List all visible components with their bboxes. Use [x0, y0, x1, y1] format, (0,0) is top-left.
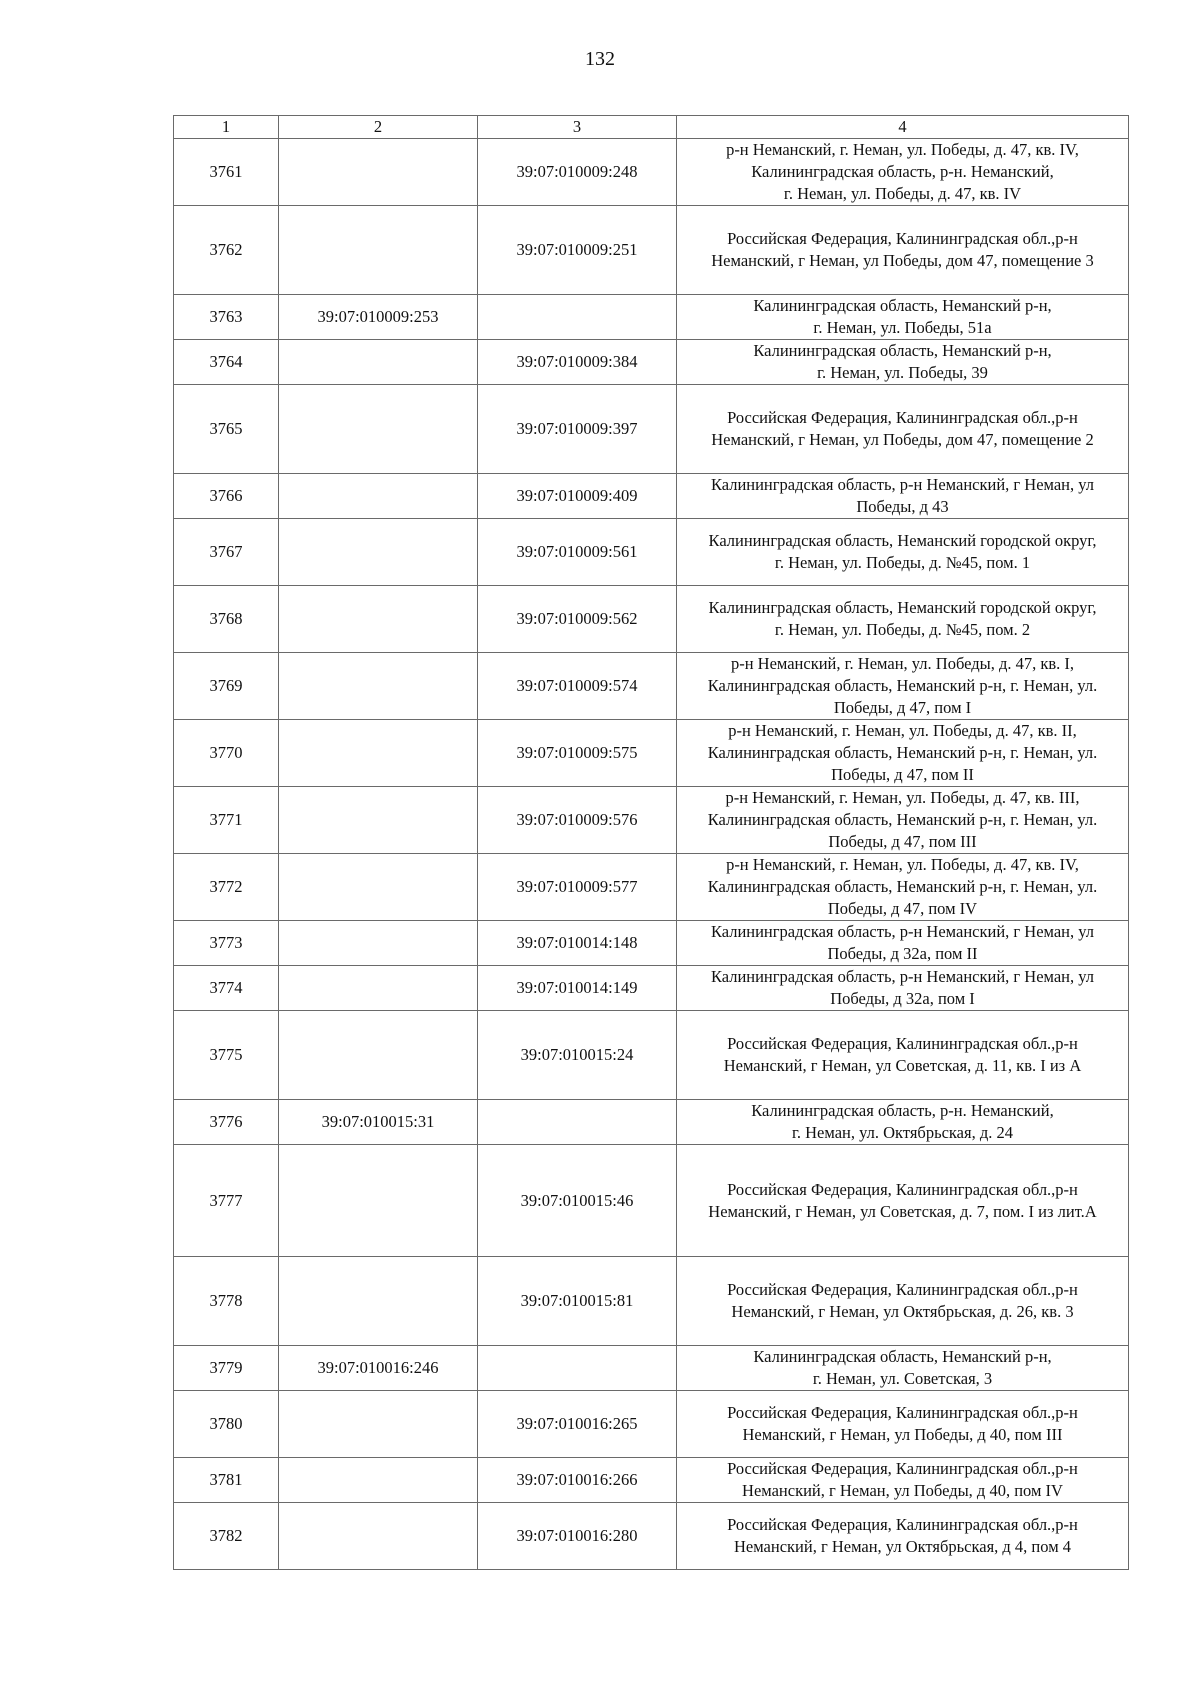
row-number-cell: 3782 [174, 1503, 279, 1570]
table-row [174, 1346, 1129, 1391]
table-row [174, 139, 1129, 206]
row-number-cell: 3771 [174, 787, 279, 854]
table-row [174, 1145, 1129, 1257]
cadastral-number-cell [279, 854, 478, 921]
address-cell: р-н Неманский, г. Неман, ул. Победы, д. 47, кв. IV, Калининградская область, Неманский р-н, г. Неман, ул. Победы, д 47, пом IV [677, 854, 1129, 921]
address-cell: Калининградская область, Неманский р-н, г. Неман, ул. Победы, 51а [677, 295, 1129, 340]
address-cell: Калининградская область, р-н Неманский, г Неман, ул Победы, д 32а, пом I [677, 966, 1129, 1011]
address-cell: Российская Федерация, Калининградская обл.,р-н Неманский, г Неман, ул Октябрьская, д. 26, кв. 3 [677, 1257, 1129, 1346]
cadastral-number-cell [478, 1346, 677, 1391]
table-row [174, 921, 1129, 966]
table-row [174, 1391, 1129, 1458]
row-number-cell: 3772 [174, 854, 279, 921]
table-row [174, 720, 1129, 787]
table-row [174, 586, 1129, 653]
cadastral-number-cell: 39:07:010009:253 [279, 295, 478, 340]
address-cell: Калининградская область, Неманский р-н, г. Неман, ул. Победы, 39 [677, 340, 1129, 385]
table-row [174, 295, 1129, 340]
row-number-cell: 3762 [174, 206, 279, 295]
cadastral-number-cell [279, 653, 478, 720]
address-cell: Калининградская область, Неманский р-н, г. Неман, ул. Советская, 3 [677, 1346, 1129, 1391]
header-col-3: 3 [478, 116, 677, 139]
row-number-cell: 3767 [174, 519, 279, 586]
cadastral-number-cell [279, 787, 478, 854]
cadastral-number-cell [279, 1391, 478, 1458]
row-number-cell: 3769 [174, 653, 279, 720]
address-cell: Российская Федерация, Калининградская обл.,р-н Неманский, г Неман, ул Советская, д. 11, кв. I из А [677, 1011, 1129, 1100]
cadastral-number-cell: 39:07:010009:251 [478, 206, 677, 295]
registry-table [173, 115, 1129, 1570]
address-cell: Калининградская область, р-н Неманский, г Неман, ул Победы, д 32а, пом II [677, 921, 1129, 966]
cadastral-number-cell [279, 139, 478, 206]
address-cell: Российская Федерация, Калининградская обл.,р-н Неманский, г Неман, ул Победы, дом 47, помещение 2 [677, 385, 1129, 474]
row-number-cell: 3774 [174, 966, 279, 1011]
cadastral-number-cell: 39:07:010016:266 [478, 1458, 677, 1503]
page-number: 132 [585, 48, 615, 70]
address-cell: р-н Неманский, г. Неман, ул. Победы, д. 47, кв. I, Калининградская область, Неманский р-н, г. Неман, ул. Победы, д 47, пом I [677, 653, 1129, 720]
cadastral-number-cell: 39:07:010016:280 [478, 1503, 677, 1570]
cadastral-number-cell: 39:07:010015:46 [478, 1145, 677, 1257]
cadastral-number-cell [279, 1503, 478, 1570]
address-cell: р-н Неманский, г. Неман, ул. Победы, д. 47, кв. III, Калининградская область, Неманский р-н, г. Неман, ул. Победы, д 47, пом III [677, 787, 1129, 854]
cadastral-number-cell [279, 1458, 478, 1503]
row-number-cell: 3780 [174, 1391, 279, 1458]
table-body [174, 139, 1129, 1570]
cadastral-number-cell [279, 720, 478, 787]
address-cell: Российская Федерация, Калининградская обл.,р-н Неманский, г Неман, ул Советская, д. 7, пом. I из лит.А [677, 1145, 1129, 1257]
cadastral-number-cell: 39:07:010014:148 [478, 921, 677, 966]
row-number-cell: 3761 [174, 139, 279, 206]
cadastral-number-cell [279, 1257, 478, 1346]
cadastral-number-cell: 39:07:010016:265 [478, 1391, 677, 1458]
address-cell: Калининградская область, Неманский городской округ, г. Неман, ул. Победы, д. №45, пом. 1 [677, 519, 1129, 586]
address-cell: р-н Неманский, г. Неман, ул. Победы, д. 47, кв. IV, Калининградская область, р-н. Неманский, г. Неман, ул. Победы, д. 47, кв. IV [677, 139, 1129, 206]
row-number-cell: 3776 [174, 1100, 279, 1145]
row-number-cell: 3779 [174, 1346, 279, 1391]
table-row [174, 966, 1129, 1011]
table-row [174, 1257, 1129, 1346]
cadastral-number-cell: 39:07:010009:384 [478, 340, 677, 385]
table-row [174, 1100, 1129, 1145]
cadastral-number-cell [279, 385, 478, 474]
cadastral-number-cell [279, 966, 478, 1011]
cadastral-number-cell: 39:07:010009:397 [478, 385, 677, 474]
cadastral-number-cell: 39:07:010015:31 [279, 1100, 478, 1145]
cadastral-number-cell: 39:07:010009:576 [478, 787, 677, 854]
table-row [174, 854, 1129, 921]
cadastral-number-cell [279, 206, 478, 295]
address-cell: Российская Федерация, Калининградская обл.,р-н Неманский, г Неман, ул Победы, дом 47, помещение 3 [677, 206, 1129, 295]
cadastral-number-cell: 39:07:010014:149 [478, 966, 677, 1011]
cadastral-number-cell [279, 519, 478, 586]
address-cell: Российская Федерация, Калининградская обл.,р-н Неманский, г Неман, ул Победы, д 40, пом III [677, 1391, 1129, 1458]
header-row [174, 116, 1129, 139]
row-number-cell: 3763 [174, 295, 279, 340]
row-number-cell: 3781 [174, 1458, 279, 1503]
table-row [174, 787, 1129, 854]
cadastral-number-cell [478, 295, 677, 340]
cadastral-number-cell: 39:07:010009:561 [478, 519, 677, 586]
table-row [174, 653, 1129, 720]
cadastral-number-cell [279, 921, 478, 966]
row-number-cell: 3766 [174, 474, 279, 519]
row-number-cell: 3777 [174, 1145, 279, 1257]
address-cell: р-н Неманский, г. Неман, ул. Победы, д. 47, кв. II, Калининградская область, Неманский р-н, г. Неман, ул. Победы, д 47, пом II [677, 720, 1129, 787]
row-number-cell: 3770 [174, 720, 279, 787]
table-row [174, 1011, 1129, 1100]
table-row [174, 519, 1129, 586]
address-cell: Калининградская область, р-н Неманский, г Неман, ул Победы, д 43 [677, 474, 1129, 519]
header-col-4: 4 [677, 116, 1129, 139]
table-row [174, 474, 1129, 519]
row-number-cell: 3765 [174, 385, 279, 474]
address-cell: Калининградская область, р-н. Неманский, г. Неман, ул. Октябрьская, д. 24 [677, 1100, 1129, 1145]
cadastral-number-cell [279, 474, 478, 519]
cadastral-number-cell: 39:07:010009:562 [478, 586, 677, 653]
cadastral-number-cell: 39:07:010009:409 [478, 474, 677, 519]
table-row [174, 385, 1129, 474]
header-col-1: 1 [174, 116, 279, 139]
table-row [174, 1503, 1129, 1570]
row-number-cell: 3775 [174, 1011, 279, 1100]
row-number-cell: 3773 [174, 921, 279, 966]
table-row [174, 1458, 1129, 1503]
cadastral-number-cell: 39:07:010016:246 [279, 1346, 478, 1391]
table-row [174, 340, 1129, 385]
row-number-cell: 3768 [174, 586, 279, 653]
cadastral-number-cell [279, 1011, 478, 1100]
cadastral-number-cell [279, 1145, 478, 1257]
cadastral-number-cell: 39:07:010015:24 [478, 1011, 677, 1100]
address-cell: Российская Федерация, Калининградская обл.,р-н Неманский, г Неман, ул Октябрьская, д 4, пом 4 [677, 1503, 1129, 1570]
cadastral-number-cell: 39:07:010009:575 [478, 720, 677, 787]
cadastral-number-cell [478, 1100, 677, 1145]
row-number-cell: 3778 [174, 1257, 279, 1346]
cadastral-number-cell [279, 586, 478, 653]
header-col-2: 2 [279, 116, 478, 139]
table-row [174, 206, 1129, 295]
cadastral-number-cell: 39:07:010009:248 [478, 139, 677, 206]
cadastral-number-cell [279, 340, 478, 385]
cadastral-number-cell: 39:07:010009:577 [478, 854, 677, 921]
address-cell: Российская Федерация, Калининградская обл.,р-н Неманский, г Неман, ул Победы, д 40, пом IV [677, 1458, 1129, 1503]
row-number-cell: 3764 [174, 340, 279, 385]
cadastral-number-cell: 39:07:010009:574 [478, 653, 677, 720]
table-header [174, 116, 1129, 139]
address-cell: Калининградская область, Неманский городской округ, г. Неман, ул. Победы, д. №45, пом. 2 [677, 586, 1129, 653]
cadastral-number-cell: 39:07:010015:81 [478, 1257, 677, 1346]
